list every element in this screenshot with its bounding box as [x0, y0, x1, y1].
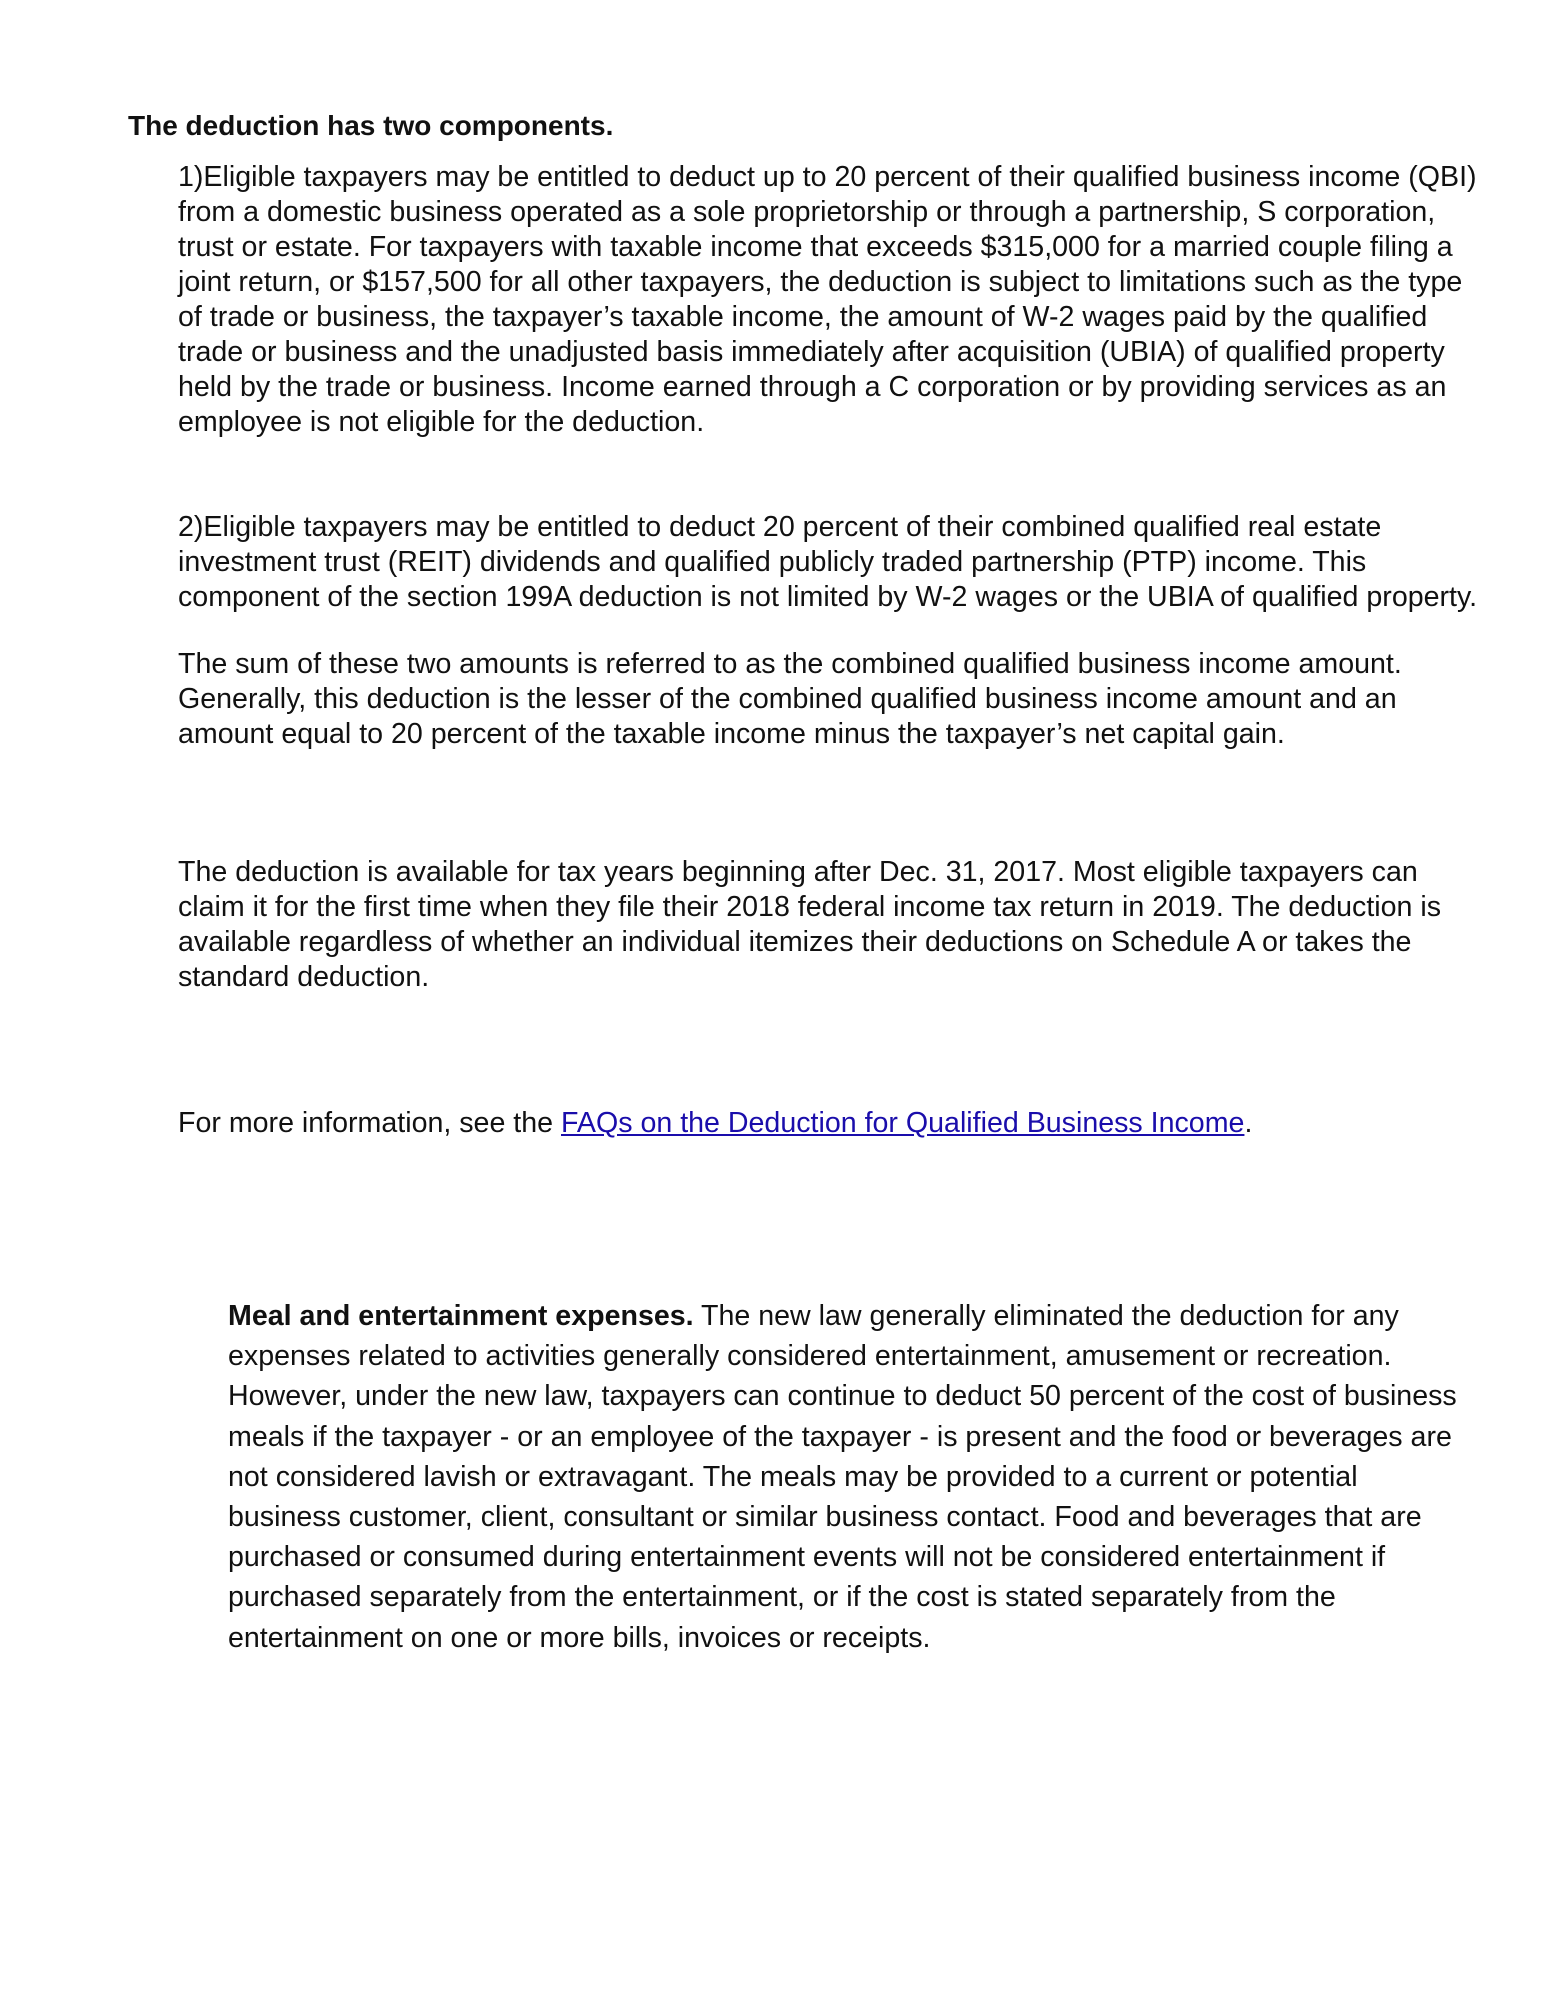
meal-entertainment-body: The new law generally eliminated the deduction for any expenses related to activities generally considered entertainment, amusement or recreation. However, under the new law, taxpayers can continue to deduct 50 percent of the cost of business meals if the taxpayer - or an employee of the taxpayer - is present and the food or beverages are not considered lavish or extravagant. The meals may be provided to a current or potential business customer, client, consultant or similar business contact. Food and beverages that are purchased or consumed during entertainment events will not be considered entertainment if purchased separately from the entertainment, or if the cost is stated separately from the entertainment on one or more bills, invoices or receipts.: [228, 1300, 1457, 1654]
combined-amount-paragraph: The sum of these two amounts is referred to as the combined qualified business income amount. Generally, this deduction is the lesser of the combined qualified business income amount and an amount equal to 20 percent of the taxable income minus the taxpayer’s net capital gain.: [178, 648, 1402, 750]
more-info-paragraph: [178, 1106, 1478, 1141]
availability-paragraph: The deduction is available for tax years beginning after Dec. 31, 2017. Most eligible taxpayers can claim it for the first time when they file their 2018 federal income tax return in 2019. The deduction is available regardless of whether an individual itemizes their deductions on Schedule A or takes the standard deduction.: [178, 856, 1442, 993]
component-1-paragraph: 1)Eligible taxpayers may be entitled to deduct up to 20 percent of their qualified business income (QBI) from a domestic business operated as a sole proprietorship or through a partnership, S corporation, trust or estate. For taxpayers with taxable income that exceeds $315,000 for a married couple filing a joint return, or $157,500 for all other taxpayers, the deduction is subject to limitations such as the type of trade or business, the taxpayer’s taxable income, the amount of W-2 wages paid by the qualified trade or business and the unadjusted basis immediately after acquisition (UBIA) of qualified property held by the trade or business. Income earned through a C corporation or by providing services as an employee is not eligible for the deduction.: [178, 161, 1477, 438]
qbi-faq-link[interactable]: FAQs on the Deduction for Qualified Business Income: [561, 1107, 1245, 1139]
more-info-suffix: .: [1244, 1107, 1253, 1139]
meal-entertainment-heading: Meal and entertainment expenses.: [228, 1300, 694, 1332]
more-info-prefix: For more information, see the: [178, 1107, 561, 1139]
component-2-paragraph: 2)Eligible taxpayers may be entitled to deduct 20 percent of their combined qualified real estate investment trust (REIT) dividends and qualified publicly traded partnership (PTP) income. This component of the section 199A deduction is not limited by W-2 wages or the UBIA of qualified property.: [178, 511, 1478, 613]
meal-entertainment-paragraph: [228, 1296, 1458, 1658]
section-heading: The deduction has two components.: [128, 110, 614, 141]
